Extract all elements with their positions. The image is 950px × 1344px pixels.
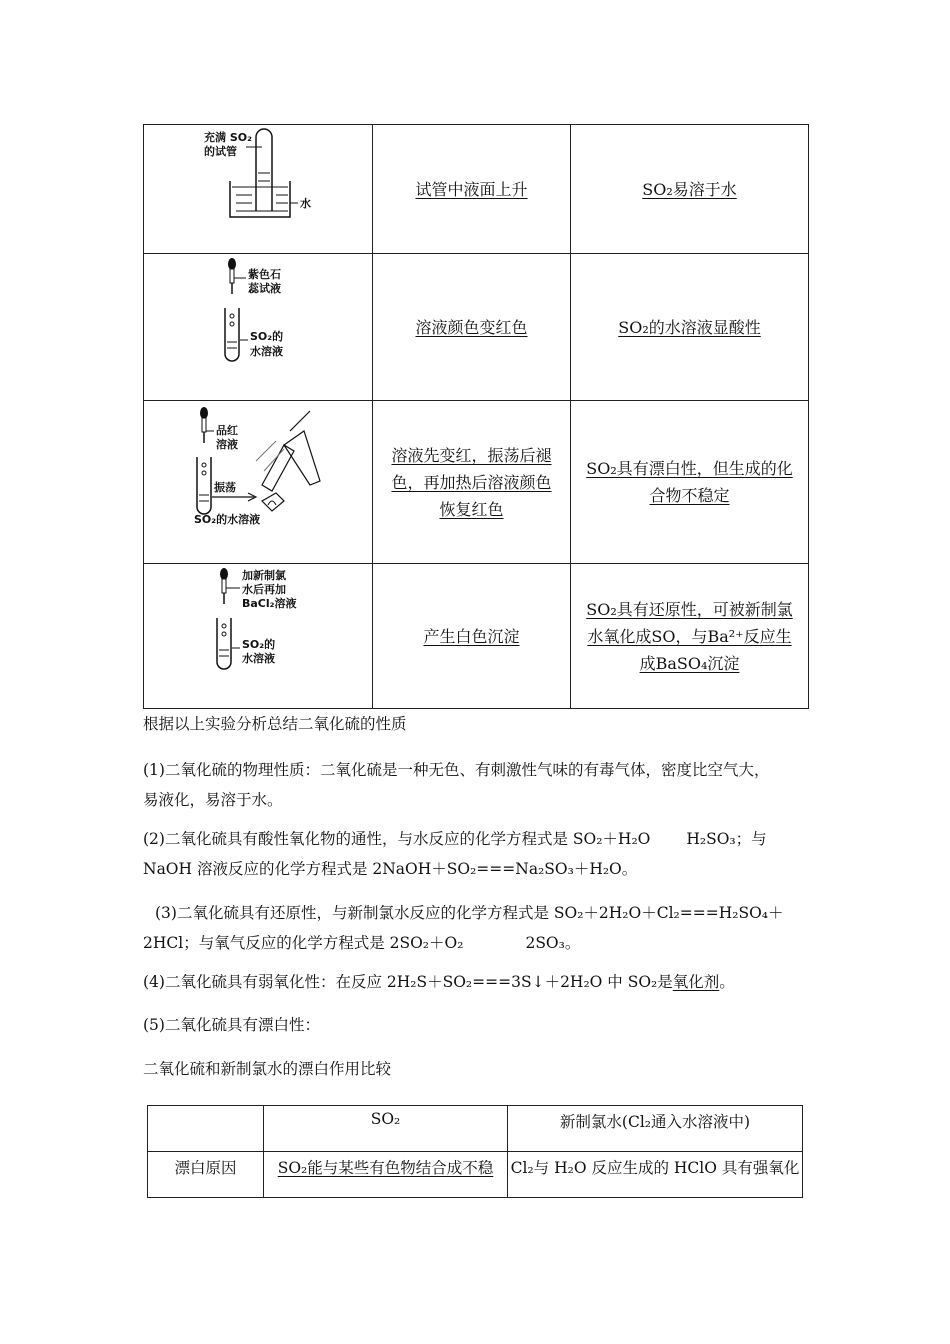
figure-label: BaCl₂溶液 xyxy=(242,597,297,610)
figure-label: 充满 SO₂ xyxy=(204,131,252,144)
phenomenon-text xyxy=(373,442,570,523)
paragraph-line xyxy=(143,824,823,854)
paragraph-acidic-oxide xyxy=(143,824,823,884)
table-header-cell xyxy=(148,1106,264,1152)
conclusion-line: 水氧化成SO，与Ba²⁺反应生 xyxy=(587,626,792,646)
table-row xyxy=(144,401,809,564)
answer-blank: 氧化剂 xyxy=(672,973,720,991)
figure-label: 的试管 xyxy=(204,145,237,158)
table-header-cell: 新制氯水(Cl₂通入水溶液中) xyxy=(508,1106,803,1152)
conclusion-cell xyxy=(571,401,809,564)
magenta-heating-figure xyxy=(144,401,372,555)
figure-label: 水溶液 xyxy=(250,345,283,358)
figure-label: SO₂的 xyxy=(250,330,284,343)
experiment-table xyxy=(143,124,809,709)
conclusion-text: SO₂易溶于水 xyxy=(642,179,737,199)
paragraph-line xyxy=(143,928,823,958)
compare-table xyxy=(147,1105,803,1198)
paragraph-text: 。 xyxy=(719,973,735,991)
conclusion-line: 合物不稳定 xyxy=(649,486,730,505)
figure-label: 紫色石 xyxy=(248,268,281,281)
equation-right: 2SO₃。 xyxy=(525,934,581,952)
table-cell: 漂白原因 xyxy=(148,1152,264,1198)
table-row xyxy=(144,254,809,401)
table-cell: Cl₂与 H₂O 反应生成的 HClO 具有强氧化 xyxy=(508,1152,803,1198)
table-cell-text: SO₂能与某些有色物结合成不稳 xyxy=(277,1159,494,1177)
figure-label: 加新制氯 xyxy=(242,569,286,582)
figure-cell xyxy=(144,125,373,254)
paragraph-physical-properties xyxy=(143,755,823,815)
phenomenon-cell xyxy=(373,254,571,401)
phenomenon-cell xyxy=(373,564,571,709)
conclusion-line: SO₂具有漂白性，但生成的化 xyxy=(586,459,793,478)
conclusion-text xyxy=(571,455,808,509)
phenomenon-text: 试管中液面上升 xyxy=(415,179,528,199)
phenomenon-text: 溶液颜色变红色 xyxy=(415,317,528,337)
figure-cell xyxy=(144,401,373,564)
conclusion-cell xyxy=(571,125,809,254)
paragraph-line: (1)二氧化硫的物理性质：二氧化硫是一种无色、有刺激性气味的有毒气体，密度比空气大， xyxy=(143,761,770,779)
figure-label: 品红 xyxy=(216,424,238,437)
equation-left: 2HCl；与氧气反应的化学方程式是 2SO₂＋O₂ xyxy=(143,934,464,952)
conclusion-cell xyxy=(571,564,809,709)
phenomenon-cell xyxy=(373,125,571,254)
test-tube-in-water-figure xyxy=(144,125,372,245)
conclusion-line: 成BaSO₄沉淀 xyxy=(639,653,740,673)
figure-label: 水后再加 xyxy=(242,583,286,596)
figure-cell xyxy=(144,254,373,401)
paragraph-bleaching: (5)二氧化硫具有漂白性： xyxy=(143,1016,320,1034)
figure-cell xyxy=(144,564,373,709)
phenomenon-cell xyxy=(373,401,571,564)
compare-heading: 二氧化硫和新制氯水的漂白作用比较 xyxy=(143,1060,392,1078)
table-cell xyxy=(264,1152,508,1198)
figure-label: 溶液 xyxy=(216,438,238,451)
paragraph-line: NaOH 溶液反应的化学方程式是 2NaOH＋SO₂===Na₂SO₃＋H₂O。 xyxy=(143,860,638,878)
phenomenon-line: 恢复红色 xyxy=(439,499,504,519)
paragraph-reducibility xyxy=(143,898,823,958)
figure-label: 振荡 xyxy=(214,481,236,494)
litmus-dropper-figure xyxy=(144,254,372,392)
figure-label: SO₂的 xyxy=(242,638,276,651)
figure-label: 水溶液 xyxy=(242,652,275,665)
figure-label: 水 xyxy=(300,197,311,210)
equation-left: (2)二氧化硫具有酸性氧化物的通性，与水反应的化学方程式是 SO₂＋H₂O xyxy=(143,830,651,848)
table-row xyxy=(144,564,809,709)
conclusion-text: SO₂的水溶液显酸性 xyxy=(618,317,761,337)
paragraph-oxidizability xyxy=(143,967,823,997)
paragraph-line: (3)二氧化硫具有还原性，与新制氯水反应的化学方程式是 SO₂＋2H₂O＋Cl₂===H₂SO₄＋ xyxy=(155,904,784,922)
phenomenon-text: 产生白色沉淀 xyxy=(423,626,520,646)
paragraph-line: 易液化，易溶于水。 xyxy=(143,791,283,809)
conclusion-cell xyxy=(571,254,809,401)
table-row xyxy=(144,125,809,254)
phenomenon-line: 溶液先变红，振荡后褪 xyxy=(391,445,552,465)
figure-label: SO₂的水溶液 xyxy=(194,513,261,526)
phenomenon-line: 色，再加热后溶液颜色 xyxy=(391,472,552,492)
chlorine-water-figure xyxy=(144,564,372,700)
table-header-row xyxy=(148,1106,803,1152)
figure-label: 蕊试液 xyxy=(248,282,281,295)
summary-heading: 根据以上实验分析总结二氧化硫的性质 xyxy=(143,715,407,733)
paragraph-text: (4)二氧化硫具有弱氧化性：在反应 2H₂S＋SO₂===3S↓＋2H₂O 中 SO₂是 xyxy=(143,973,673,991)
equation-right: H₂SO₃；与 xyxy=(686,830,767,848)
table-row xyxy=(148,1152,803,1198)
table-header-cell: SO₂ xyxy=(264,1106,508,1152)
conclusion-text xyxy=(571,596,808,677)
conclusion-line: SO₂具有还原性，可被新制氯 xyxy=(586,599,793,619)
